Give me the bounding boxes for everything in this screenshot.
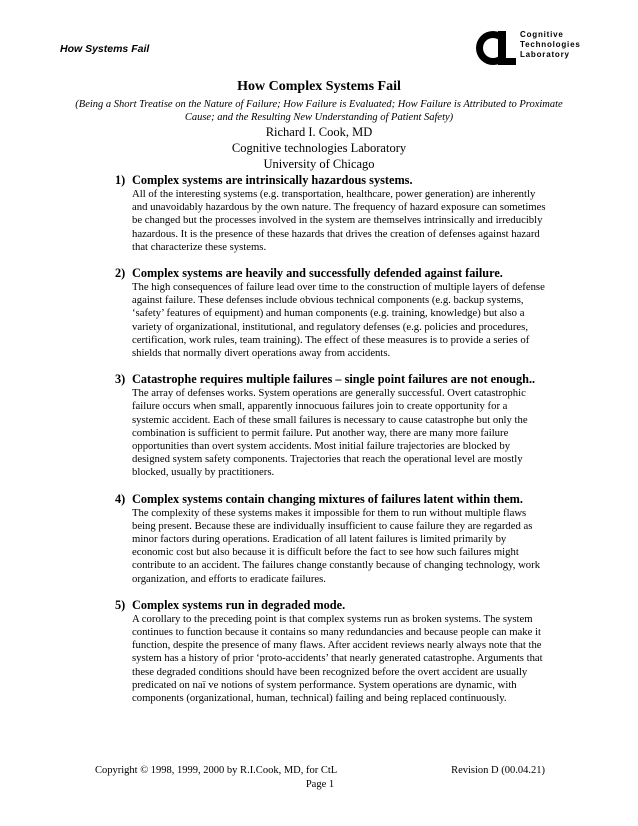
section-5 [115, 597, 547, 705]
section-3 [115, 371, 547, 479]
logo-line-technologies: Technologies [520, 40, 581, 49]
logo-line-cognitive: Cognitive [520, 30, 564, 39]
section-heading-text: Complex systems are intrinsically hazardous systems. [132, 173, 413, 187]
running-header-title: How Systems Fail [60, 43, 150, 55]
title-block [60, 78, 578, 172]
section-1 [115, 172, 547, 254]
section-body: The complexity of these systems makes it impossible for them to run without multiple flaws being present. Because these are individually insufficient to cause failure they are regarded as minor factors during operations. Eradication of all latent failures is limited primarily by economic cost but also because it is difficult before the fact to see how such failures might contribute to an accident. The failures change constantly because of changing technology, work organization, and efforts to eradicate failures. [132, 506, 541, 585]
section-4 [115, 491, 547, 586]
document-subtitle: (Being a Short Treatise on the Nature of Failure; How Failure is Evaluated; How Failure is Attributed to Proximate Cause; and the Resulting New Understanding of Patient Safety) [75, 99, 563, 123]
section-heading [115, 371, 547, 387]
section-body: All of the interesting systems (e.g. transportation, healthcare, power generation) are inherently and unavoidably hazardous by the own nature. The frequency of hazard exposure can sometimes be changed but the processes involved in the system are themselves intrinsically and irreducibly hazardous. It is the presence of these hazards that drives the creation of defenses against hazard that characterize these systems. [132, 188, 546, 253]
copyright-notice: Copyright © 1998, 1999, 2000 by R.I.Cook, MD, for CtL [95, 765, 338, 776]
section-heading [115, 491, 547, 507]
ctl-logo-mark-icon [476, 31, 516, 65]
section-heading-text: Complex systems run in degraded mode. [132, 597, 346, 612]
section-heading-text: Catastrophe requires multiple failures – single point failures are not enough.. [132, 372, 536, 387]
ctl-logo [476, 27, 586, 67]
section-2 [115, 265, 547, 360]
lab-name: Cognitive technologies Laboratory [231, 141, 407, 155]
logo-line-laboratory: Laboratory [520, 50, 570, 59]
revision-label: Revision D (00.04.21) [451, 765, 545, 776]
document-title: How Complex Systems Fail [237, 79, 401, 94]
numbered-sections [115, 172, 547, 716]
section-body: The array of defenses works. System operations are generally successful. Overt catastrophic failure occurs when small, apparently innocuous failures join to create opportunity for a systemic accident. Each of these small failures is necessary to cause catastrophe but only the combination is sufficient to permit failure. Put another way, there are many more failure opportunities than overt system accidents. Most initial failure trajectories are blocked by designed system safety components. Trajectories that reach the operational level are mostly blocked, usually by practitioners. [132, 387, 528, 479]
section-body: The high consequences of failure lead over time to the construction of multiple layers of defense against failure. These defenses include obvious technical components (e.g. backup systems, ‘safety’ features of equipment) and human components (e.g. training, knowledge) but also a variety of organizational, institutional, and regulatory defenses (e.g. policies and procedures, certification, work rules, team training). The effect of these measures is to provide a series of shields that normally divert operations away from accidents. [132, 281, 545, 360]
section-number: 5) [115, 597, 126, 612]
logo-wordmark [520, 30, 581, 60]
section-number: 1) [115, 173, 126, 187]
section-number: 2) [115, 266, 126, 281]
author-name: Richard I. Cook, MD [265, 125, 373, 139]
section-heading-text: Complex systems contain changing mixtures of failures latent within them. [132, 491, 523, 506]
section-heading-text: Complex systems are heavily and successfully defended against failure. [132, 266, 503, 281]
section-heading [115, 597, 547, 613]
section-heading [115, 265, 547, 281]
section-number: 4) [115, 491, 126, 506]
section-number: 3) [115, 372, 126, 387]
section-body: A corollary to the preceding point is that complex systems run as broken systems. The system continues to function because it contains so many redundancies and because people can make it function, despite the presence of many flaws. After accident reviews nearly always note that the system has a history of prior ‘proto-accidents’ that nearly generated catastrophe. Arguments that these degraded conditions should have been recognized before the overt accident are usually predicated on naï ve notions of system performance. System operations are dynamic, with components (organizational, human, technical) failing and being replaced continuously. [132, 612, 543, 705]
section-heading [115, 172, 547, 188]
university-name: University of Chicago [263, 157, 375, 171]
page-number: Page 1 [305, 779, 335, 790]
